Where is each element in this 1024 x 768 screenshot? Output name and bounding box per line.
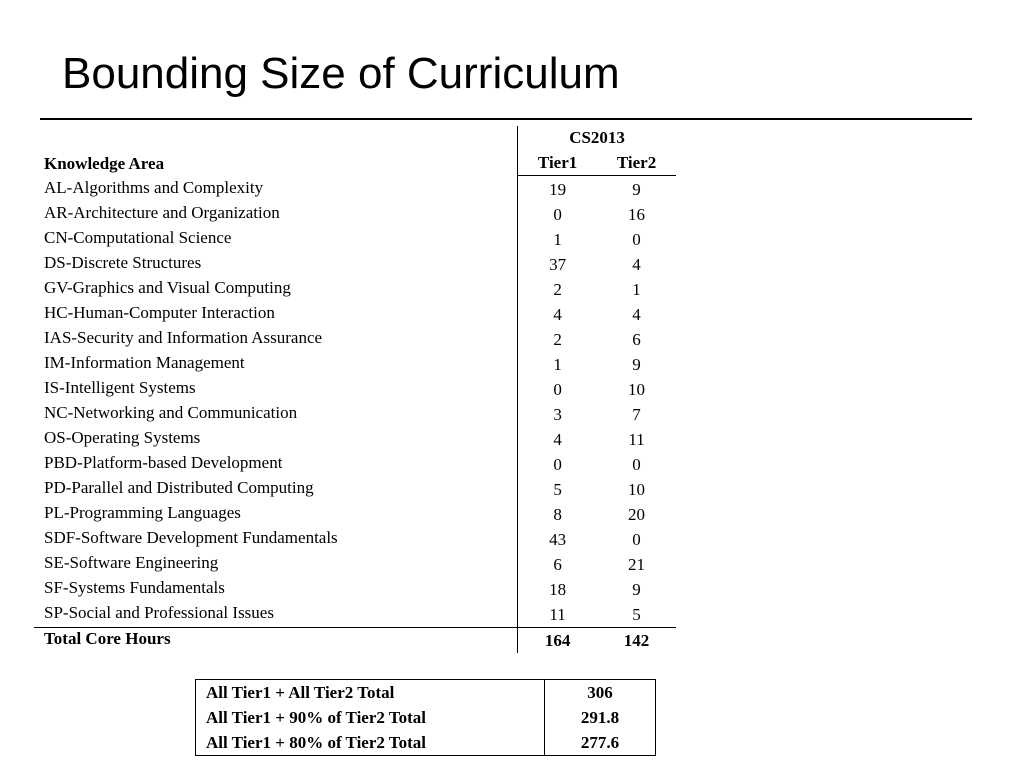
knowledge-area-cell: PD-Parallel and Distributed Computing bbox=[34, 475, 518, 500]
knowledge-area-cell: IAS-Security and Information Assurance bbox=[34, 325, 518, 350]
summary-row bbox=[196, 705, 656, 730]
table-row bbox=[34, 227, 676, 252]
table-row bbox=[34, 277, 676, 302]
table-row bbox=[34, 402, 676, 427]
knowledge-area-cell: CN-Computational Science bbox=[34, 225, 518, 250]
tier1-cell: 5 bbox=[553, 480, 562, 499]
total-tier2: 142 bbox=[597, 628, 676, 654]
tier1-cell: 4 bbox=[553, 430, 562, 449]
tier2-cell: 9 bbox=[632, 580, 641, 599]
table-row bbox=[34, 502, 676, 527]
title-divider bbox=[40, 118, 972, 120]
tier2-cell: 20 bbox=[628, 505, 646, 524]
knowledge-area-cell: DS-Discrete Structures bbox=[34, 250, 518, 275]
table-row bbox=[34, 352, 676, 377]
tier1-cell: 3 bbox=[553, 405, 562, 424]
summary-value: 291.8 bbox=[580, 708, 620, 727]
summary-table bbox=[195, 679, 656, 756]
table-row bbox=[34, 176, 676, 203]
tier2-cell: 4 bbox=[632, 255, 641, 274]
summary-label: All Tier1 + 80% of Tier2 Total bbox=[196, 730, 545, 756]
knowledge-area-rows bbox=[34, 176, 676, 628]
total-row bbox=[34, 628, 676, 654]
tier1-cell: 1 bbox=[553, 355, 562, 374]
tier1-cell: 1 bbox=[553, 230, 562, 249]
summary-row bbox=[196, 680, 656, 706]
tier2-cell: 9 bbox=[632, 355, 641, 374]
tier1-cell: 11 bbox=[549, 605, 566, 624]
knowledge-area-cell: NC-Networking and Communication bbox=[34, 400, 518, 425]
cs2013-header: CS2013 bbox=[569, 128, 625, 147]
tier1-cell: 37 bbox=[549, 255, 567, 274]
tier2-cell: 21 bbox=[628, 555, 646, 574]
tier1-cell: 0 bbox=[553, 380, 562, 399]
table-row bbox=[34, 602, 676, 628]
tier2-cell: 0 bbox=[632, 530, 641, 549]
table-row bbox=[34, 527, 676, 552]
table-row bbox=[34, 552, 676, 577]
knowledge-area-cell: PBD-Platform-based Development bbox=[34, 450, 518, 475]
knowledge-area-cell: GV-Graphics and Visual Computing bbox=[34, 275, 518, 300]
total-label: Total Core Hours bbox=[34, 626, 518, 652]
knowledge-area-cell: HC-Human-Computer Interaction bbox=[34, 300, 518, 325]
knowledge-area-cell: SP-Social and Professional Issues bbox=[34, 600, 518, 626]
summary-label: All Tier1 + All Tier2 Total bbox=[196, 680, 545, 706]
total-tier1: 164 bbox=[518, 628, 597, 654]
knowledge-area-cell: AR-Architecture and Organization bbox=[34, 200, 518, 225]
tier1-cell: 4 bbox=[553, 305, 562, 324]
knowledge-area-cell: PL-Programming Languages bbox=[34, 500, 518, 525]
knowledge-area-cell: SE-Software Engineering bbox=[34, 550, 518, 575]
knowledge-area-cell: SF-Systems Fundamentals bbox=[34, 575, 518, 600]
tier1-cell: 0 bbox=[553, 205, 562, 224]
table-row bbox=[34, 327, 676, 352]
table-row bbox=[34, 427, 676, 452]
tier1-cell: 18 bbox=[549, 580, 567, 599]
table-row bbox=[34, 202, 676, 227]
table-row bbox=[34, 477, 676, 502]
tier1-cell: 8 bbox=[553, 505, 562, 524]
knowledge-area-cell: AL-Algorithms and Complexity bbox=[34, 174, 518, 201]
tier2-cell: 6 bbox=[632, 330, 641, 349]
tier1-header: Tier1 bbox=[518, 150, 597, 176]
tier1-cell: 43 bbox=[549, 530, 567, 549]
tier1-cell: 0 bbox=[553, 455, 562, 474]
tier2-cell: 1 bbox=[632, 280, 641, 299]
table-row bbox=[34, 577, 676, 602]
tier2-cell: 11 bbox=[628, 430, 645, 449]
tier2-cell: 10 bbox=[628, 380, 646, 399]
tier2-cell: 4 bbox=[632, 305, 641, 324]
tier2-cell: 16 bbox=[628, 205, 646, 224]
table-row bbox=[34, 302, 676, 327]
table-row bbox=[34, 252, 676, 277]
tier2-cell: 10 bbox=[628, 480, 646, 499]
summary-rows bbox=[196, 680, 656, 756]
summary-row bbox=[196, 730, 656, 756]
tier1-cell: 19 bbox=[549, 180, 567, 199]
tier2-cell: 0 bbox=[632, 455, 641, 474]
summary-value: 277.6 bbox=[580, 733, 620, 752]
tier2-header: Tier2 bbox=[597, 150, 676, 176]
knowledge-area-cell: OS-Operating Systems bbox=[34, 425, 518, 450]
knowledge-area-cell: SDF-Software Development Fundamentals bbox=[34, 525, 518, 550]
knowledge-area-header: Knowledge Area bbox=[34, 126, 518, 176]
tier2-cell: 7 bbox=[632, 405, 641, 424]
tier1-cell: 2 bbox=[553, 330, 562, 349]
knowledge-area-cell: IM-Information Management bbox=[34, 350, 518, 375]
tier1-cell: 6 bbox=[553, 555, 562, 574]
tier2-cell: 9 bbox=[632, 180, 641, 199]
tier1-cell: 2 bbox=[553, 280, 562, 299]
table-row bbox=[34, 452, 676, 477]
knowledge-area-table bbox=[34, 126, 676, 653]
knowledge-area-cell: IS-Intelligent Systems bbox=[34, 375, 518, 400]
table-row bbox=[34, 377, 676, 402]
summary-label: All Tier1 + 90% of Tier2 Total bbox=[196, 705, 545, 730]
tier2-cell: 5 bbox=[632, 605, 641, 624]
summary-value: 306 bbox=[587, 683, 613, 702]
tier2-cell: 0 bbox=[632, 230, 641, 249]
slide-title: Bounding Size of Curriculum bbox=[62, 49, 620, 98]
